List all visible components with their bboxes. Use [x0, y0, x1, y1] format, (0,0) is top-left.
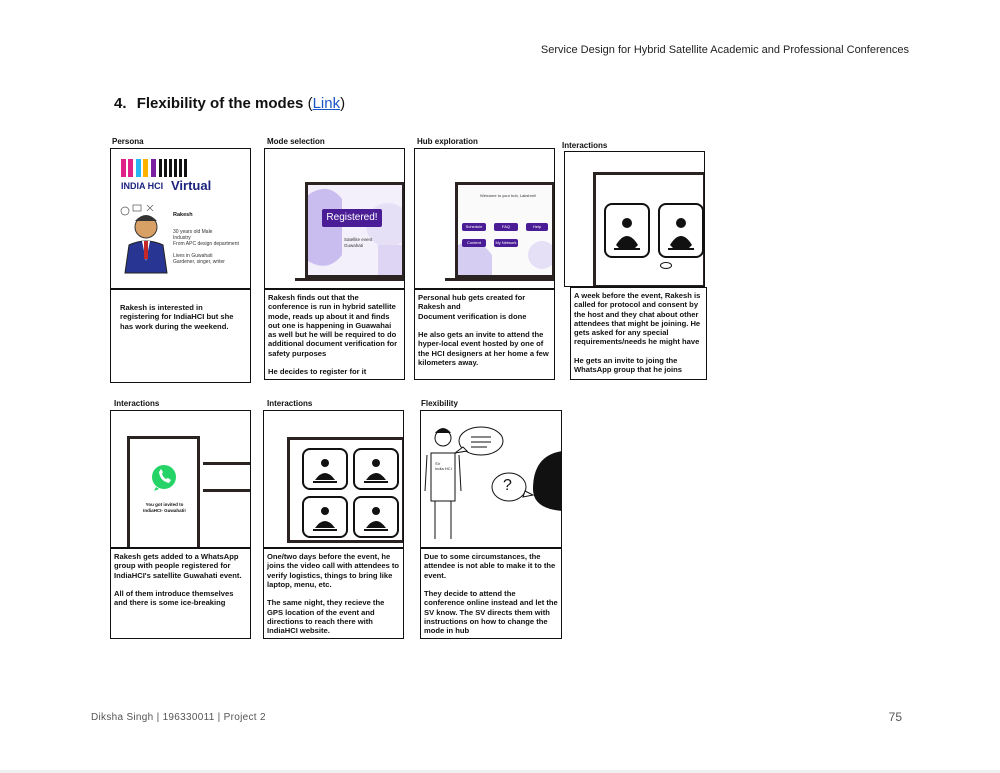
phone-side-bar-top	[203, 462, 251, 465]
hub-help-button[interactable]: Help	[526, 223, 548, 231]
mode-laptop-screen	[305, 182, 405, 278]
phone-screen	[127, 436, 200, 548]
mode-selection-frame	[264, 148, 405, 289]
flexibility-illustration	[421, 411, 562, 548]
call-end-button[interactable]	[660, 262, 672, 269]
persona-logo-line1: INDIA HCI	[121, 181, 164, 191]
persona-illustration	[111, 149, 251, 289]
registered-badge: Registered!	[322, 209, 382, 227]
phone-side-bar-bottom	[203, 489, 251, 492]
interactions-call-caption: A week before the event, Rakesh is called for protocol and consent by the host and they chat about other attendees that might be joining. He gets asked for any special requirements/needs he might have He gets an invite to joing the WhatsApp group that he joins	[570, 287, 707, 380]
section-heading	[114, 95, 345, 112]
call-video-tile-left	[604, 203, 650, 258]
interactions-video-frame	[263, 410, 404, 548]
panel-label-flexibility: Flexibility	[421, 399, 458, 408]
hub-exploration-caption: Personal hub gets created for Rakesh and Document verification is done He also gets an invite to attend the hyper-local event hosted by one of the HCI designers at her home a few kilometers away.	[414, 289, 555, 380]
hub-exploration-frame	[414, 148, 555, 289]
persona-card-frame	[110, 148, 251, 289]
call-video-tile-right	[658, 203, 704, 258]
persona-caption: Rakesh is interested in registering for IndiaHCI but she has work during the weekend.	[110, 289, 251, 383]
whatsapp-invite-message: You got invited to IndiaHCI- Guwahati!	[143, 502, 186, 513]
panel-label-interactions-whatsapp: Interactions	[114, 399, 160, 408]
call-laptop-screen	[593, 172, 705, 287]
panel-label-hub-exploration: Hub exploration	[417, 137, 478, 146]
section-title: Flexibility of the modes	[136, 95, 304, 112]
interactions-call-frame	[564, 151, 705, 287]
video-tile-3	[302, 496, 348, 538]
video-tile-2	[353, 448, 399, 490]
mode-selection-caption: Rakesh finds out that the conference is run in hybrid satellite mode, reads up about it and finds out one is happening in Guawahai as well but he will be required to do additional document verification for safety purposes He decides to register for it	[264, 289, 405, 380]
document-header-title: Service Design for Hybrid Satellite Academic and Professional Conferences	[540, 44, 909, 56]
hub-laptop-base	[445, 278, 555, 281]
link-open-paren: (	[307, 95, 313, 112]
interactions-video-caption: One/two days before the event, he joins the video call with attendees to verify logistics, things to bring like laptop, menu, etc. The same night, they recieve the GPS location of the event and directions to reach there with IndiaHCI website.	[263, 548, 404, 639]
question-mark: ?	[503, 477, 512, 494]
flexibility-caption: Due to some circumstances, the attendee is not able to make it to the event. They decide to attend the conference online instead and let the SV know. The SV directs them with instructions on how to change the mode in hub	[420, 548, 562, 639]
hub-welcome-text: Welcome to your hub, Lakshmi!	[480, 193, 536, 198]
page-number: 75	[888, 710, 902, 724]
mode-laptop-base	[295, 278, 405, 281]
whatsapp-icon	[130, 439, 197, 499]
panel-label-interactions-call: Interactions	[562, 141, 608, 150]
link-close-paren: )	[340, 95, 346, 112]
hub-faq-button[interactable]: FAQ	[494, 223, 518, 231]
section-number: 4.	[114, 95, 127, 112]
video-tile-1	[302, 448, 348, 490]
panel-label-mode-selection: Mode selection	[267, 137, 325, 146]
section-link[interactable]: Link	[312, 95, 341, 112]
sv-shirt-text: SV India HCI	[435, 461, 452, 471]
hub-my-network-button[interactable]: My Network	[495, 240, 517, 245]
mode-screen-graphic	[308, 185, 402, 275]
hub-laptop-screen	[455, 182, 555, 278]
footer-author-info: Diksha Singh | 196330011 | Project 2	[91, 712, 266, 723]
interactions-whatsapp-caption: Rakesh gets added to a WhatsApp group with people registered for IndiaHCI's satellite Guwahati event. All of them introduce themselves and there is some ice-breaking	[110, 548, 251, 639]
flexibility-frame	[420, 410, 562, 548]
panel-label-interactions-video: Interactions	[267, 399, 313, 408]
satellite-event-text: Satellite event Guwahati	[344, 237, 373, 248]
video-laptop-screen	[287, 437, 404, 543]
hub-schedule-button[interactable]: Schedule	[462, 223, 486, 231]
video-tile-4	[353, 496, 399, 538]
persona-logo-line2: Virtual	[171, 178, 212, 193]
persona-name: Rakesh	[173, 212, 193, 218]
interactions-whatsapp-frame	[110, 410, 251, 548]
hub-content-button[interactable]: Content	[462, 239, 486, 247]
panel-label-persona: Persona	[112, 137, 144, 146]
persona-details: 30 years old Male Industry From APC design department Lives in Guwahati Gardener, singer, writer	[173, 229, 239, 265]
